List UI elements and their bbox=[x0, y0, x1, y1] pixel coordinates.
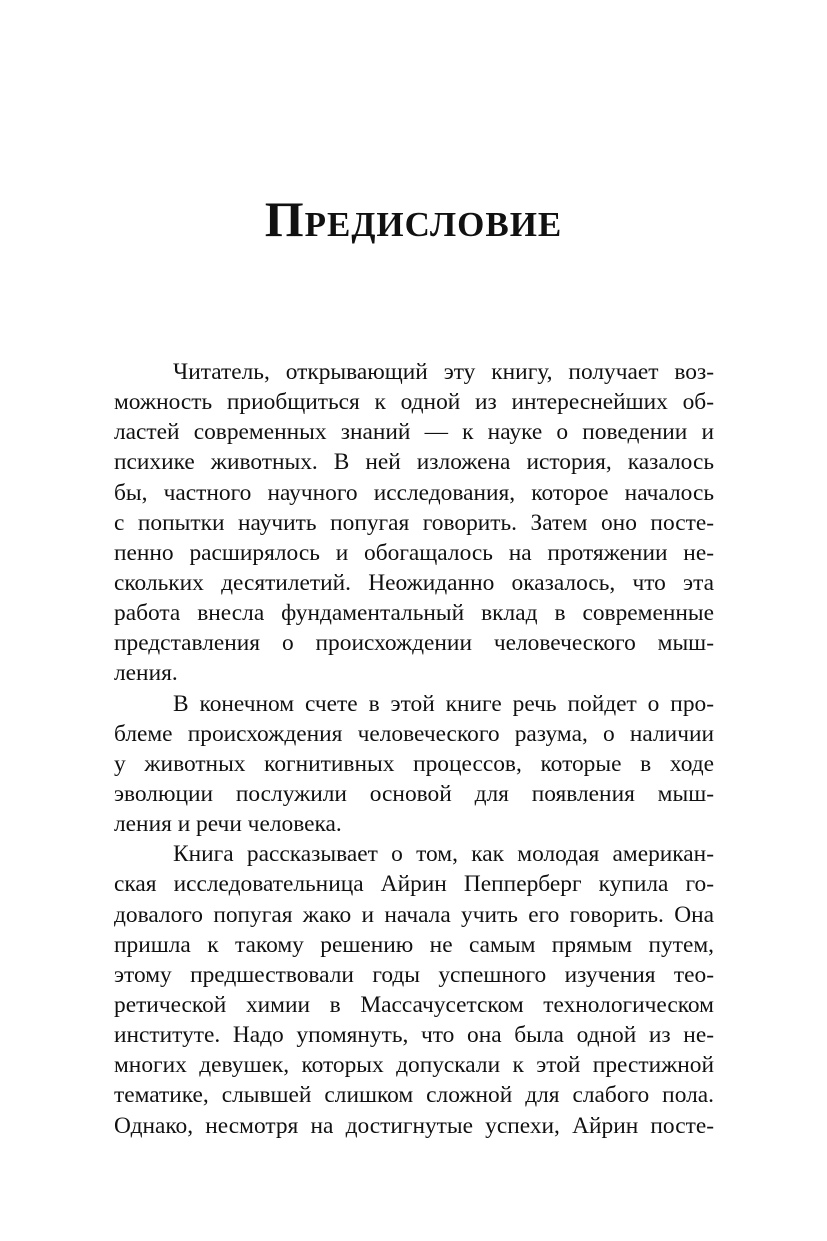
text-line: можность приобщиться к одной из интереснейших об- bbox=[114, 389, 714, 416]
text-line: психике животных. В ней изложена история, казалось bbox=[114, 449, 714, 476]
paragraph-3 bbox=[114, 839, 714, 1140]
text-line: ления. bbox=[114, 660, 178, 687]
chapter-body bbox=[114, 357, 714, 1141]
text-line: эволюции послужили основой для появления мыш- bbox=[114, 780, 714, 807]
text-line: блеме происхождения человеческого разума, о наличии bbox=[114, 720, 714, 747]
text-line: ретической химии в Массачусетском технологическом bbox=[114, 991, 714, 1018]
text-line: довалого попугая жако и начала учить его говорить. Она bbox=[114, 901, 714, 928]
text-line: с попытки научить попугая говорить. Затем оно посте- bbox=[114, 509, 714, 536]
text-line: пришла к такому решению не самым прямым путем, bbox=[114, 931, 714, 958]
text-line: ластей современных знаний — к науке о поведении и bbox=[114, 419, 714, 446]
text-line: пенно расширялось и обогащалось на протяжении не- bbox=[114, 539, 714, 566]
text-line: В конечном счете в этой книге речь пойдет о про- bbox=[173, 690, 714, 717]
text-line: Читатель, открывающий эту книгу, получает воз- bbox=[173, 359, 714, 385]
text-line: у животных когнитивных процессов, которые в ходе bbox=[114, 750, 714, 777]
paragraph-2 bbox=[114, 689, 714, 840]
text-line: представления о происхождении человеческого мыш- bbox=[114, 630, 714, 657]
text-line: скольких десятилетий. Неожиданно оказалось, что эта bbox=[114, 569, 714, 596]
text-line: многих девушек, которых допускали к этой престижной bbox=[114, 1052, 714, 1079]
text-line: работа внесла фундаментальный вклад в современные bbox=[114, 600, 714, 627]
chapter-title: Предисловие bbox=[264, 191, 563, 247]
text-line: этому предшествовали годы успешного изучения тео- bbox=[114, 961, 714, 988]
text-line: тематике, слывшей слишком сложной для слабого пола. bbox=[114, 1082, 714, 1109]
text-line: ская исследовательница Айрин Пепперберг купила го- bbox=[114, 871, 714, 898]
text-line: Книга рассказывает о том, как молодая американ- bbox=[173, 841, 714, 868]
text-line: бы, частного научного исследования, которое началось bbox=[114, 479, 714, 506]
text-line: институте. Надо упомянуть, что она была одной из не- bbox=[114, 1022, 714, 1049]
paragraph-1 bbox=[114, 357, 714, 689]
text-line: Однако, несмотря на достигнутые успехи, Айрин посте- bbox=[114, 1112, 714, 1139]
text-line: ления и речи человека. bbox=[114, 811, 342, 838]
